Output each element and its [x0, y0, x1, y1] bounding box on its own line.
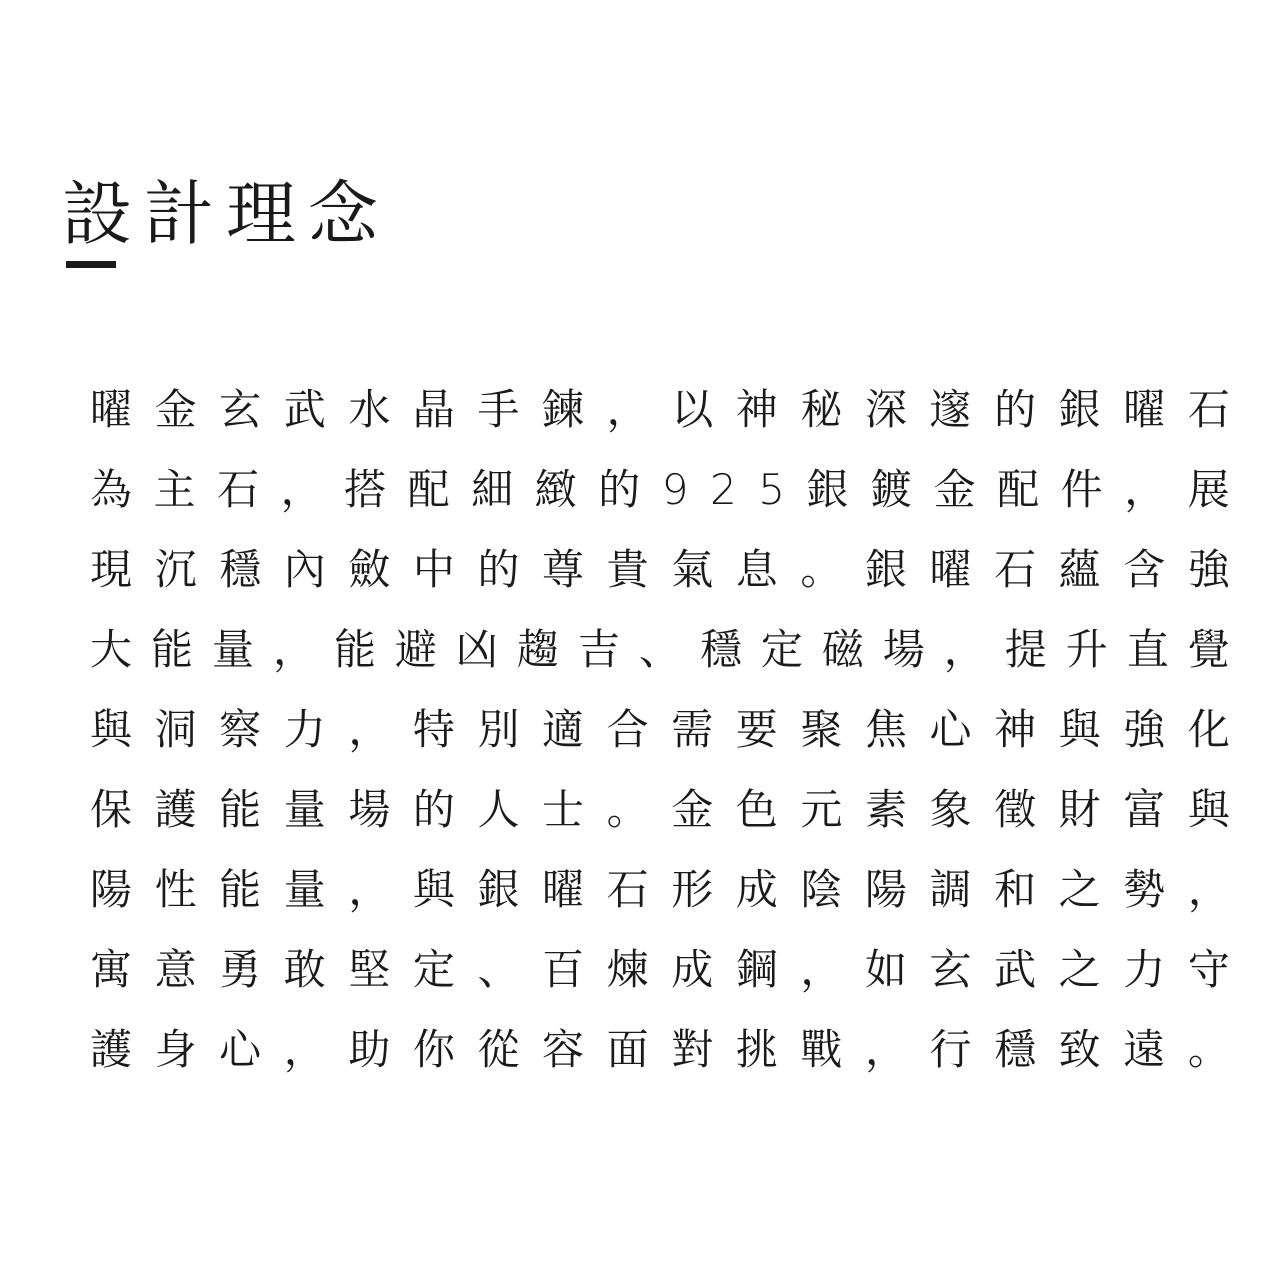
- paragraph-char: 洞: [154, 705, 197, 754]
- paragraph-char: ，: [1187, 865, 1230, 914]
- paragraph-char: 的: [412, 785, 455, 834]
- paragraph-char: 尊: [542, 545, 585, 594]
- paragraph-char: 銀: [477, 865, 520, 914]
- paragraph-char: 玄: [219, 385, 262, 434]
- paragraph-char: 與: [90, 705, 133, 754]
- paragraph-char: 鍊: [542, 385, 585, 434]
- paragraph-char: 曜: [542, 865, 585, 914]
- paragraph-char: 與: [412, 865, 455, 914]
- paragraph-char: 9: [661, 465, 689, 514]
- paragraph-char: 貴: [606, 545, 649, 594]
- paragraph-char: 石: [606, 865, 649, 914]
- paragraph-char: 調: [929, 865, 972, 914]
- paragraph-char: 挑: [735, 1025, 778, 1074]
- paragraph-char: ，: [943, 625, 986, 674]
- paragraph-line: [90, 610, 1230, 690]
- paragraph-char: 吉: [577, 625, 620, 674]
- paragraph-char: 以: [671, 385, 714, 434]
- paragraph-char: 曜: [90, 385, 133, 434]
- paragraph-char: 鋼: [735, 945, 778, 994]
- paragraph-char: 成: [735, 865, 778, 914]
- paragraph-char: 石: [994, 545, 1037, 594]
- paragraph-char: 焦: [864, 705, 907, 754]
- paragraph-char: 心: [219, 1025, 262, 1074]
- paragraph-char: 神: [735, 385, 778, 434]
- paragraph-char: 性: [154, 865, 197, 914]
- paragraph-char: 能: [150, 625, 193, 674]
- paragraph-char: 元: [800, 785, 843, 834]
- paragraph-char: 武: [283, 385, 326, 434]
- paragraph-char: 合: [606, 705, 649, 754]
- paragraph-char: 蘊: [1058, 545, 1101, 594]
- paragraph-char: 配: [407, 465, 450, 514]
- paragraph-char: ，: [1124, 465, 1167, 514]
- paragraph-char: 強: [1123, 705, 1166, 754]
- paragraph-char: 陽: [864, 865, 907, 914]
- paragraph-char: 鍍: [870, 465, 913, 514]
- paragraph-char: 力: [283, 705, 326, 754]
- paragraph-char: 穩: [699, 625, 742, 674]
- paragraph-char: 水: [348, 385, 391, 434]
- paragraph-char: 緻: [534, 465, 577, 514]
- paragraph-char: 場: [882, 625, 925, 674]
- paragraph-char: ，: [348, 705, 391, 754]
- paragraph-char: 趨: [516, 625, 559, 674]
- paragraph-char: 財: [1058, 785, 1101, 834]
- paragraph-line: [90, 1010, 1230, 1090]
- paragraph-char: 搭: [344, 465, 387, 514]
- paragraph-char: ，: [800, 945, 843, 994]
- paragraph-char: 助: [348, 1025, 391, 1074]
- paragraph-char: 神: [994, 705, 1037, 754]
- paragraph-char: 銀: [864, 545, 907, 594]
- paragraph-char: 定: [760, 625, 803, 674]
- paragraph-char: 細: [471, 465, 514, 514]
- paragraph-char: 保: [90, 785, 133, 834]
- paragraph-char: 素: [864, 785, 907, 834]
- paragraph-char: 煉: [606, 945, 649, 994]
- paragraph-char: 穩: [994, 1025, 1037, 1074]
- paragraph-char: 內: [283, 545, 326, 594]
- paragraph-char: 寓: [90, 945, 133, 994]
- paragraph-char: 氣: [671, 545, 714, 594]
- paragraph-char: 需: [671, 705, 714, 754]
- paragraph-char: 、: [477, 945, 520, 994]
- paragraph-char: 息: [735, 545, 778, 594]
- paragraph-char: 和: [994, 865, 1037, 914]
- paragraph-char: 對: [671, 1025, 714, 1074]
- paragraph-char: 富: [1123, 785, 1166, 834]
- paragraph-char: 石: [1187, 385, 1230, 434]
- paragraph-char: 量: [283, 785, 326, 834]
- paragraph-char: ，: [606, 385, 649, 434]
- paragraph-char: 與: [1058, 705, 1101, 754]
- paragraph-char: 護: [154, 785, 197, 834]
- paragraph-char: 與: [1187, 785, 1230, 834]
- paragraph-char: 斂: [348, 545, 391, 594]
- paragraph-char: 力: [1123, 945, 1166, 994]
- paragraph-char: 百: [542, 945, 585, 994]
- paragraph-line: [90, 450, 1230, 530]
- paragraph-char: 色: [735, 785, 778, 834]
- paragraph-line: [90, 930, 1230, 1010]
- page-title: 設計理念: [62, 172, 390, 255]
- paragraph-char: 磁: [821, 625, 864, 674]
- paragraph-char: 遠: [1123, 1025, 1166, 1074]
- paragraph-char: 含: [1123, 545, 1166, 594]
- paragraph-char: 形: [671, 865, 714, 914]
- paragraph-char: 身: [154, 1025, 197, 1074]
- paragraph-line: [90, 850, 1230, 930]
- paragraph-char: 中: [412, 545, 455, 594]
- paragraph-char: 5: [758, 465, 786, 514]
- paragraph-char: 象: [929, 785, 972, 834]
- paragraph-line: [90, 370, 1230, 450]
- paragraph-char: 、: [638, 625, 681, 674]
- paragraph-char: 覺: [1187, 625, 1230, 674]
- paragraph-char: 別: [477, 705, 520, 754]
- paragraph-char: 玄: [929, 945, 972, 994]
- paragraph-char: 從: [477, 1025, 520, 1074]
- paragraph-char: 現: [90, 545, 133, 594]
- paragraph-char: 你: [412, 1025, 455, 1074]
- paragraph-char: ，: [864, 1025, 907, 1074]
- paragraph-char: 金: [933, 465, 976, 514]
- paragraph-char: 主: [153, 465, 196, 514]
- paragraph-char: 之: [1058, 945, 1101, 994]
- paragraph-char: 量: [211, 625, 254, 674]
- paragraph-char: 升: [1065, 625, 1108, 674]
- paragraph-char: 直: [1126, 625, 1169, 674]
- paragraph-char: 勇: [219, 945, 262, 994]
- paragraph-char: 致: [1058, 1025, 1101, 1074]
- paragraph-char: 陽: [90, 865, 133, 914]
- paragraph-char: 大: [90, 625, 133, 674]
- paragraph-char: 銀: [806, 465, 849, 514]
- paragraph-char: 強: [1187, 545, 1230, 594]
- paragraph-char: 的: [598, 465, 641, 514]
- paragraph-line: [90, 530, 1230, 610]
- paragraph-char: 為: [90, 465, 133, 514]
- paragraph-char: 容: [542, 1025, 585, 1074]
- paragraph-char: 金: [154, 385, 197, 434]
- paragraph-char: 化: [1187, 705, 1230, 754]
- paragraph-char: 件: [1060, 465, 1103, 514]
- paragraph-char: 沉: [154, 545, 197, 594]
- paragraph-char: 成: [671, 945, 714, 994]
- paragraph-char: 行: [929, 1025, 972, 1074]
- paragraph-char: 聚: [800, 705, 843, 754]
- paragraph-char: 石: [217, 465, 260, 514]
- paragraph-line: [90, 770, 1230, 850]
- paragraph-char: 適: [542, 705, 585, 754]
- paragraph-char: 堅: [348, 945, 391, 994]
- paragraph-char: 心: [929, 705, 972, 754]
- paragraph-char: ，: [348, 865, 391, 914]
- paragraph-char: 曜: [929, 545, 972, 594]
- paragraph-char: 能: [219, 785, 262, 834]
- paragraph-char: 的: [477, 545, 520, 594]
- paragraph-char: 能: [333, 625, 376, 674]
- paragraph-char: 邃: [929, 385, 972, 434]
- title-underline: [66, 261, 116, 268]
- paragraph-char: 武: [994, 945, 1037, 994]
- paragraph-char: 曜: [1123, 385, 1166, 434]
- paragraph-char: ，: [280, 465, 323, 514]
- paragraph-char: 的: [994, 385, 1037, 434]
- paragraph-char: 如: [864, 945, 907, 994]
- paragraph-char: 金: [671, 785, 714, 834]
- paragraph-char: 能: [219, 865, 262, 914]
- description-paragraph: [90, 370, 1230, 1090]
- paragraph-char: 晶: [412, 385, 455, 434]
- paragraph-char: 量: [283, 865, 326, 914]
- paragraph-char: 徵: [994, 785, 1037, 834]
- paragraph-char: 戰: [800, 1025, 843, 1074]
- paragraph-char: 。: [800, 545, 843, 594]
- paragraph-char: 意: [154, 945, 197, 994]
- paragraph-char: 定: [412, 945, 455, 994]
- paragraph-char: 特: [412, 705, 455, 754]
- paragraph-char: ，: [272, 625, 315, 674]
- paragraph-char: 展: [1187, 465, 1230, 514]
- paragraph-char: 陰: [800, 865, 843, 914]
- paragraph-line: [90, 690, 1230, 770]
- paragraph-char: 敢: [283, 945, 326, 994]
- paragraph-char: ，: [283, 1025, 326, 1074]
- paragraph-char: 之: [1058, 865, 1101, 914]
- paragraph-char: 秘: [800, 385, 843, 434]
- paragraph-char: 深: [864, 385, 907, 434]
- paragraph-char: 士: [542, 785, 585, 834]
- paragraph-char: 2: [710, 465, 737, 514]
- paragraph-char: 穩: [219, 545, 262, 594]
- paragraph-char: 場: [348, 785, 391, 834]
- paragraph-char: 避: [394, 625, 437, 674]
- paragraph-char: 要: [735, 705, 778, 754]
- paragraph-char: 凶: [455, 625, 498, 674]
- paragraph-char: 面: [606, 1025, 649, 1074]
- paragraph-char: 提: [1004, 625, 1047, 674]
- paragraph-char: 勢: [1123, 865, 1166, 914]
- paragraph-char: 人: [477, 785, 520, 834]
- paragraph-char: 守: [1187, 945, 1230, 994]
- paragraph-char: 手: [477, 385, 520, 434]
- paragraph-char: 。: [1187, 1025, 1230, 1074]
- paragraph-char: 銀: [1058, 385, 1101, 434]
- paragraph-char: 察: [219, 705, 262, 754]
- paragraph-char: 。: [606, 785, 649, 834]
- paragraph-char: 配: [997, 465, 1040, 514]
- paragraph-char: 護: [90, 1025, 133, 1074]
